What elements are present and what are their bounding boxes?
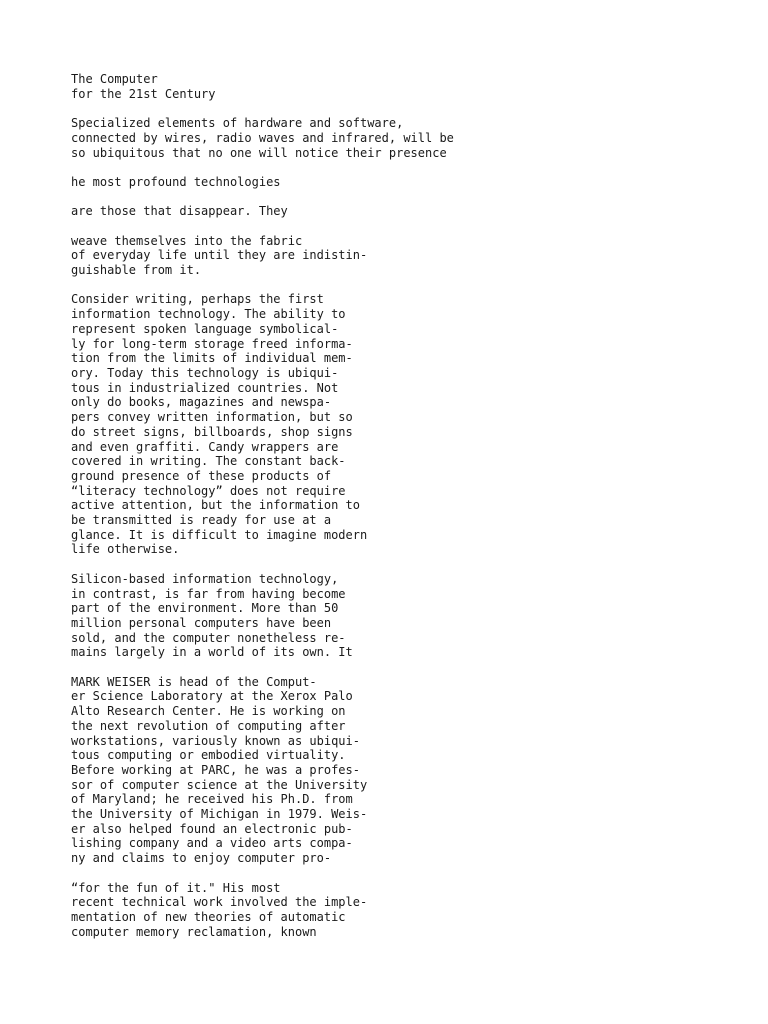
- subtitle-paragraph: [71, 116, 731, 160]
- author-bio-paragraph: [71, 675, 731, 866]
- text-line: he most profound technologies: [71, 174, 281, 189]
- text-line: ny and claims to enjoy computer pro-: [71, 851, 332, 866]
- text-line: and even graffiti. Candy wrappers are: [71, 439, 339, 454]
- text-line: life otherwise.: [71, 542, 180, 557]
- text-line: the University of Michigan in 1979. Weis-: [71, 807, 368, 822]
- writing-paragraph: [71, 292, 731, 557]
- text-line: be transmitted is ready for use at a: [71, 513, 332, 528]
- text-line: do street signs, billboards, shop signs: [71, 424, 353, 439]
- title-line: for the 21st Century: [71, 86, 216, 101]
- opening-line-1: [71, 175, 731, 190]
- text-line: ly for long-term storage freed informa-: [71, 336, 353, 351]
- text-line: recent technical work involved the imple-: [71, 895, 368, 910]
- text-line: sor of computer science at the University: [71, 777, 368, 792]
- text-line: MARK WEISER is head of the Comput-: [71, 674, 317, 689]
- text-line: of everyday life until they are indistin-: [71, 248, 368, 263]
- text-line: of Maryland; he received his Ph.D. from: [71, 792, 353, 807]
- document-page: [71, 72, 731, 954]
- text-line: Before working at PARC, he was a profes-: [71, 762, 360, 777]
- text-line: Consider writing, perhaps the first: [71, 292, 324, 307]
- title-block: [71, 72, 731, 101]
- text-line: are those that disappear. They: [71, 204, 288, 219]
- silicon-paragraph: [71, 572, 731, 660]
- text-line: computer memory reclamation, known: [71, 924, 317, 939]
- text-line: million personal computers have been: [71, 615, 332, 630]
- text-line: represent spoken language symbolical-: [71, 321, 339, 336]
- text-line: Silicon-based information technology,: [71, 571, 339, 586]
- text-line: Specialized elements of hardware and software,: [71, 116, 404, 131]
- text-line: part of the environment. More than 50: [71, 601, 339, 616]
- text-line: tion from the limits of individual mem-: [71, 351, 353, 366]
- text-line: only do books, magazines and newspa-: [71, 395, 332, 410]
- text-line: covered in writing. The constant back-: [71, 454, 346, 469]
- text-line: pers convey written information, but so: [71, 410, 353, 425]
- text-line: in contrast, is far from having become: [71, 586, 346, 601]
- text-line: tous in industrialized countries. Not: [71, 380, 339, 395]
- text-line: ground presence of these products of: [71, 468, 332, 483]
- text-line: sold, and the computer nonetheless re-: [71, 630, 346, 645]
- text-line: er also helped found an electronic pub-: [71, 821, 353, 836]
- text-line: glance. It is difficult to imagine modern: [71, 527, 368, 542]
- title-line: The Computer: [71, 72, 158, 86]
- opening-paragraph: [71, 234, 731, 278]
- text-line: information technology. The ability to: [71, 307, 346, 322]
- opening-line-2: [71, 204, 731, 219]
- text-line: weave themselves into the fabric: [71, 233, 303, 248]
- text-line: “literacy technology” does not require: [71, 483, 346, 498]
- text-line: workstations, variously known as ubiqui-: [71, 733, 360, 748]
- text-line: connected by wires, radio waves and infrared, will be: [71, 130, 454, 145]
- text-line: tous computing or embodied virtuality.: [71, 748, 346, 763]
- text-line: active attention, but the information to: [71, 498, 360, 513]
- text-line: “for the fun of it." His most: [71, 880, 281, 895]
- text-line: the next revolution of computing after: [71, 718, 346, 733]
- text-line: mentation of new theories of automatic: [71, 909, 346, 924]
- text-line: guishable from it.: [71, 263, 202, 278]
- author-bio-continued: [71, 881, 731, 940]
- text-line: lishing company and a video arts compa-: [71, 836, 353, 851]
- text-line: Alto Research Center. He is working on: [71, 704, 346, 719]
- text-line: ory. Today this technology is ubiqui-: [71, 365, 339, 380]
- text-line: so ubiquitous that no one will notice their presence: [71, 145, 447, 160]
- text-line: er Science Laboratory at the Xerox Palo: [71, 689, 353, 704]
- text-line: mains largely in a world of its own. It: [71, 645, 353, 660]
